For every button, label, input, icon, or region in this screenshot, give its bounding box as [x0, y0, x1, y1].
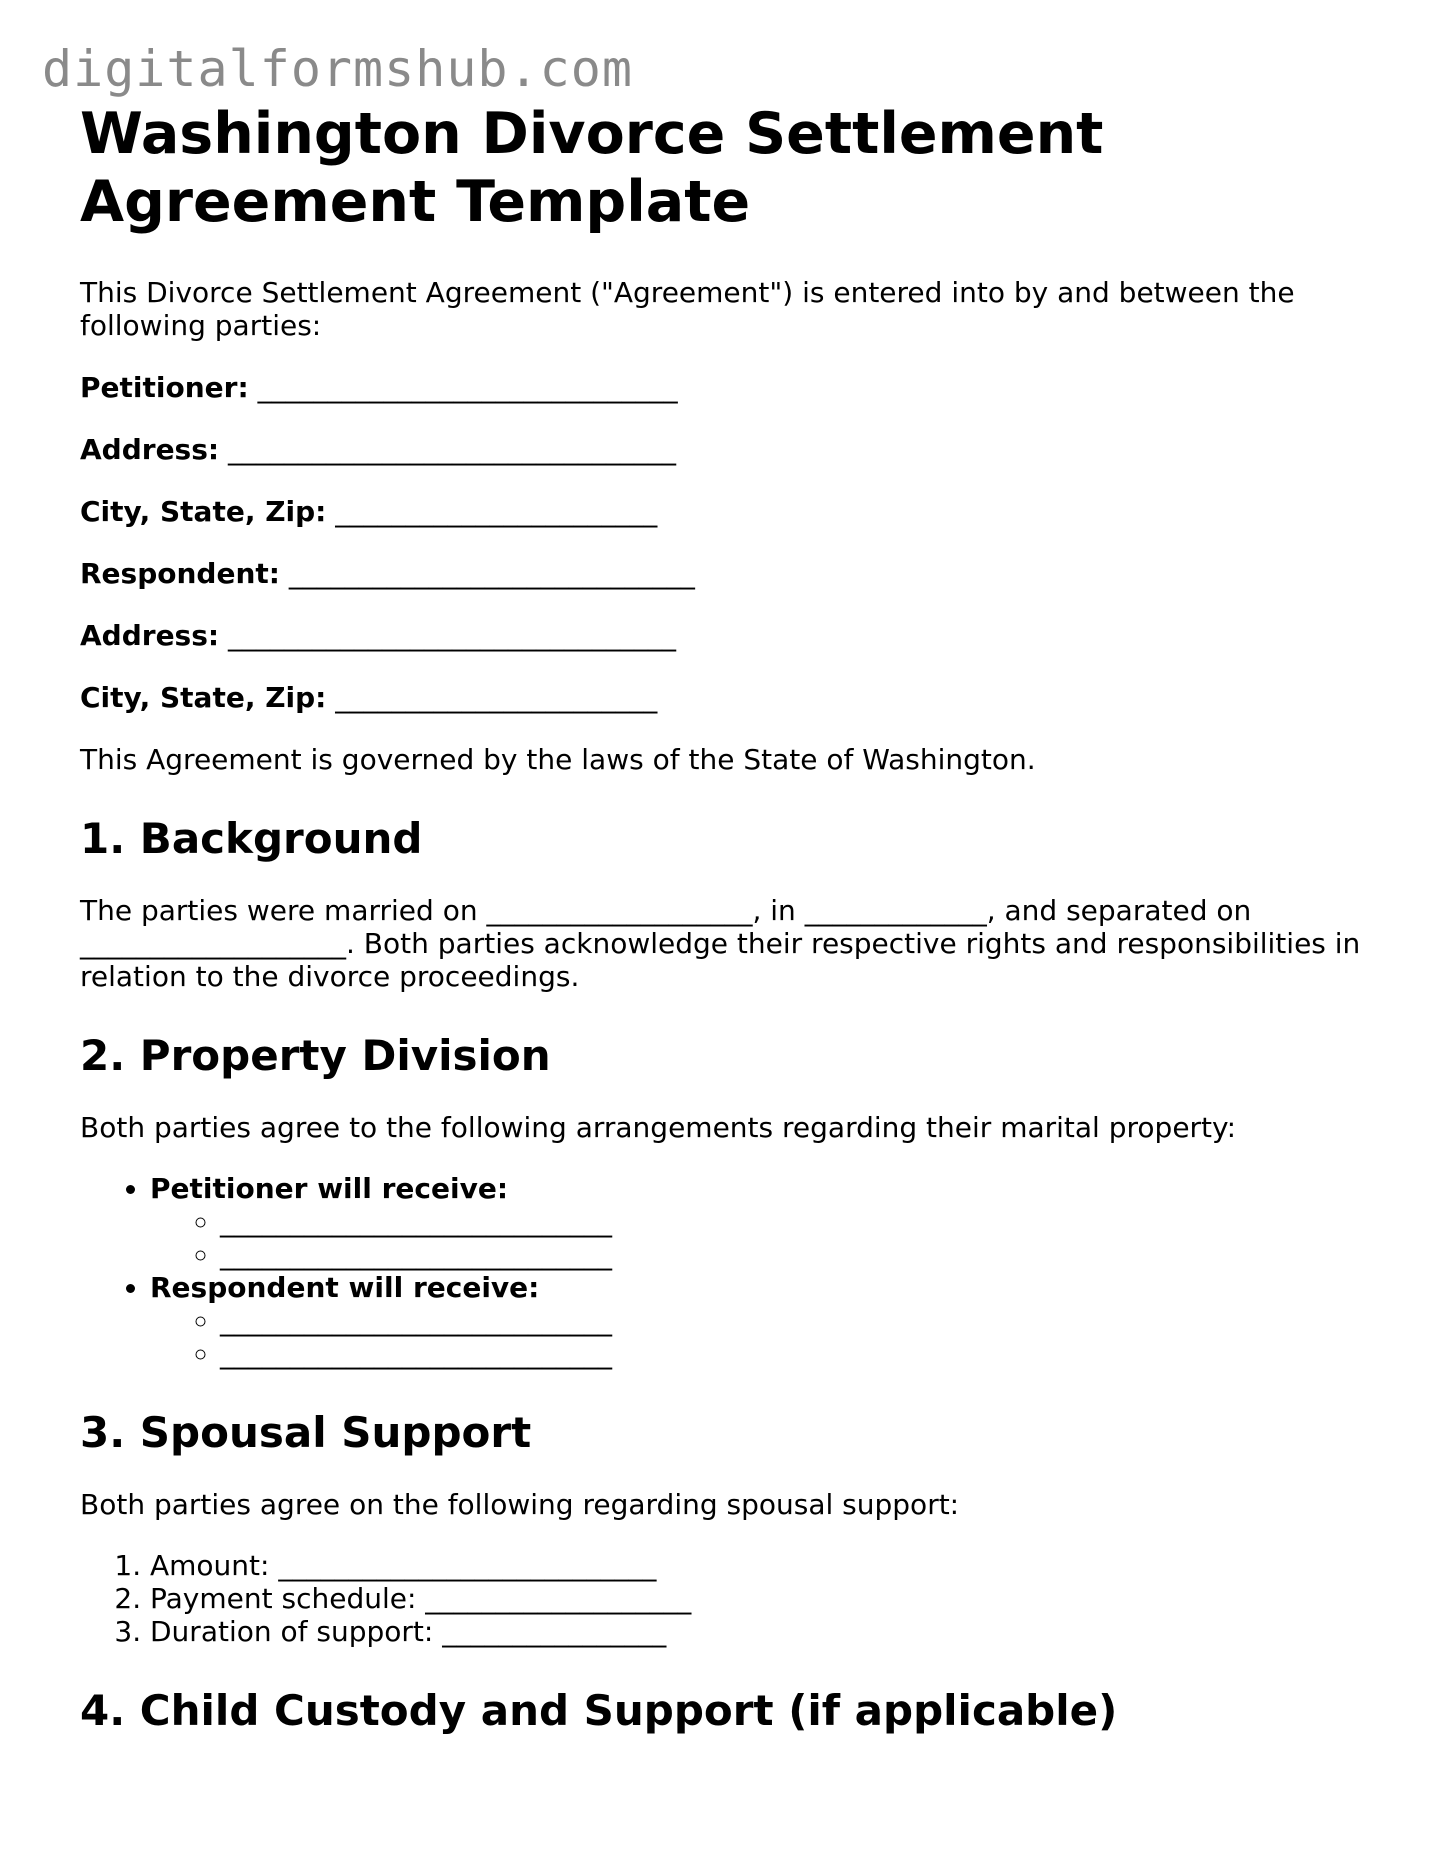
spousal-list: [80, 1549, 1370, 1648]
respondent-field: [80, 557, 1370, 590]
petitioner-field: [80, 371, 1370, 404]
list-item: 1. Amount: ___________________________: [150, 1549, 1370, 1582]
background-text: The parties were married on ___________________, in _____________, and separated on ___________________. Both parties acknowledge their respective rights and responsibilities in relation to the divorce proceedings.: [80, 894, 1361, 993]
petitioner-receive-label: Petitioner will receive:: [150, 1172, 509, 1205]
respondent-city-field: [80, 681, 1370, 714]
list-item: ◦ ____________________________: [220, 1337, 1370, 1370]
spousal-text: Both parties agree on the following regarding spousal support:: [80, 1488, 960, 1521]
list-item: [150, 1271, 1370, 1370]
respondent-items: [150, 1304, 1370, 1370]
petitioner-blank: ______________________________: [257, 371, 678, 404]
petitioner-label: Petitioner:: [80, 371, 249, 404]
respondent-city-label: City, State, Zip:: [80, 681, 327, 714]
list-item: 3. Duration of support: ________________: [150, 1615, 1370, 1648]
respondent-city-blank: _______________________: [335, 681, 658, 714]
respondent-blank: _____________________________: [288, 557, 695, 590]
list-item: 2. Payment schedule: ___________________: [150, 1582, 1370, 1615]
petitioner-address-field: [80, 433, 1370, 466]
page-title: Washington Divorce Settlement Agreement Template: [80, 101, 1104, 235]
custody-heading: 4. Child Custody and Support (if applicable): [80, 1686, 1118, 1735]
list-item: [150, 1172, 1370, 1271]
document-page: [80, 100, 1370, 1736]
respondent-address-label: Address:: [80, 619, 220, 652]
petitioner-address-label: Address:: [80, 433, 220, 466]
background-heading: 1. Background: [80, 814, 423, 863]
petitioner-address-blank: ________________________________: [228, 433, 676, 466]
watermark: digitalformshub.com: [42, 40, 633, 98]
petitioner-city-label: City, State, Zip:: [80, 495, 327, 528]
intro-paragraph: This Divorce Settlement Agreement ("Agreement") is entered into by and between the following parties:: [80, 276, 1295, 342]
respondent-address-field: [80, 619, 1370, 652]
respondent-address-blank: ________________________________: [228, 619, 676, 652]
petitioner-items: [150, 1205, 1370, 1271]
respondent-label: Respondent:: [80, 557, 280, 590]
governing-law-text: This Agreement is governed by the laws of the State of Washington.: [80, 743, 1036, 776]
petitioner-city-field: [80, 495, 1370, 528]
list-item: ◦ ____________________________: [220, 1205, 1370, 1238]
respondent-receive-label: Respondent will receive:: [150, 1271, 540, 1304]
spousal-heading: 3. Spousal Support: [80, 1408, 532, 1457]
petitioner-city-blank: _______________________: [335, 495, 658, 528]
list-item: ◦ ____________________________: [220, 1304, 1370, 1337]
list-item: ◦ ____________________________: [220, 1238, 1370, 1271]
property-list: [80, 1172, 1370, 1370]
property-text: Both parties agree to the following arrangements regarding their marital property:: [80, 1111, 1236, 1144]
property-heading: 2. Property Division: [80, 1031, 551, 1080]
